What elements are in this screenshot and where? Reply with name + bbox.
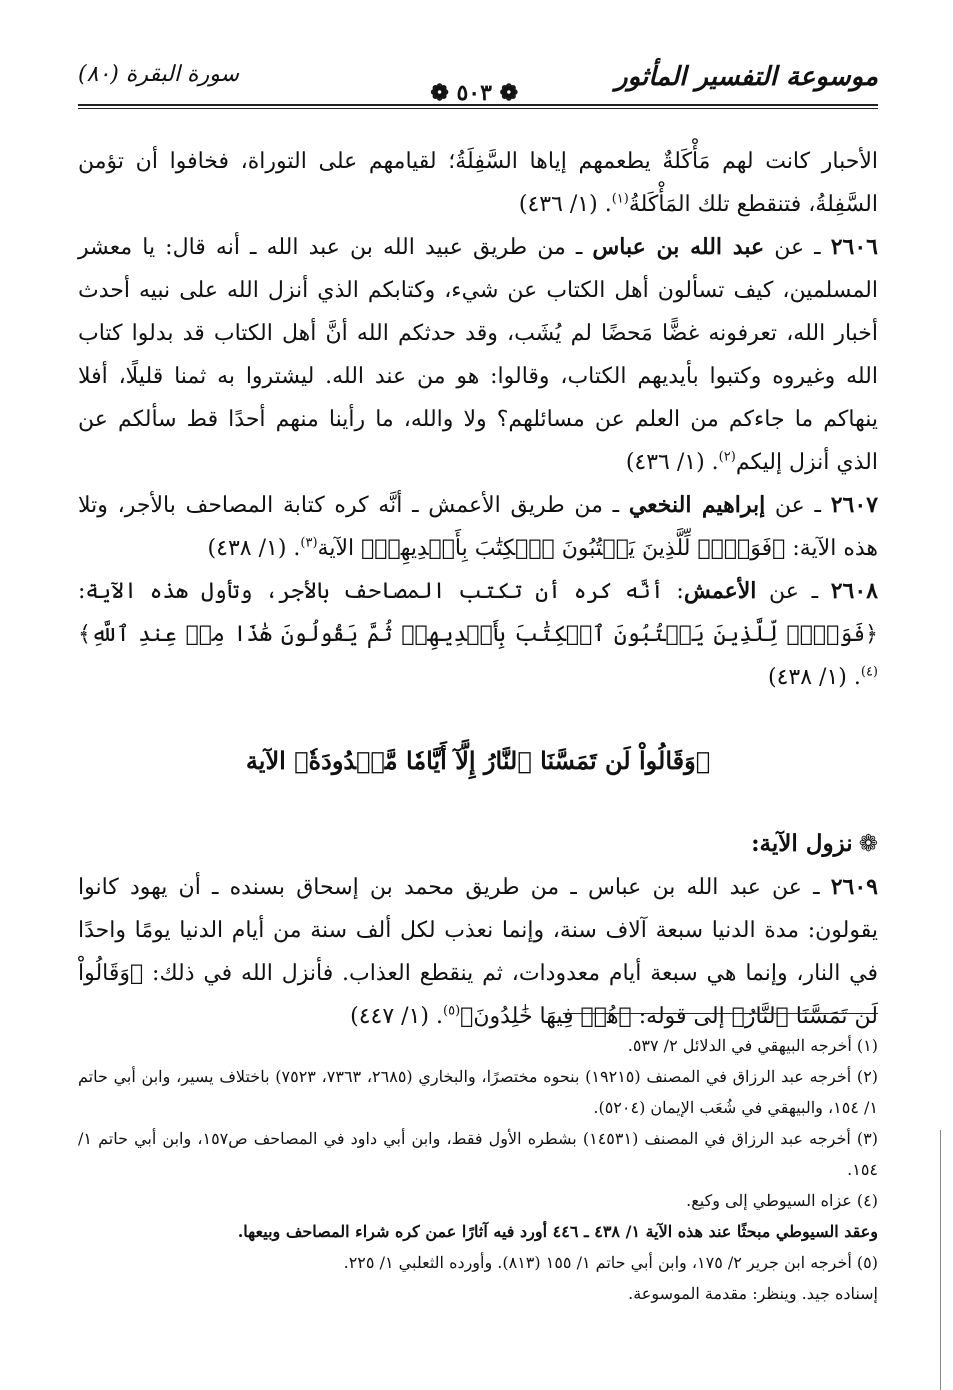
narrator-name: إبراهيم النخعي	[628, 492, 766, 518]
header-rule-thin	[78, 108, 878, 109]
footnote-marker: (٣)	[300, 535, 318, 551]
header-rule	[78, 104, 878, 106]
footnote-separator	[563, 1013, 878, 1014]
narration-dash: ـ عن	[764, 235, 831, 260]
footnote-marker: (٢)	[718, 449, 736, 465]
narration-text: ـ من طريق عبيد الله بن عبد الله ـ أنه قال: يا معشر المسلمين، كيف تسألون أهل الكتاب عن شيء، وكتابكم الذي أنزل الله على نبيه أحدث أخبار الله، تعرفونه غضًّا مَحضًا لم يُشَب، وقد حدثكم الله أنَّ أهل الكتاب قد بدلوا كتاب الله وغيروه وكتبوا بأيديهم الكتاب، وقالوا: هو من عند الله. ليشتروا به ثمنا قليلًا، أفلا ينهاكم ما جاءكم من العلم عن مسائلهم؟ ولا والله، ما رأينا منهم أحدًا قط سألكم عن الذي أنزل إليكم	[78, 235, 878, 475]
narration-2607	[78, 484, 878, 570]
narration-2606	[78, 226, 878, 484]
running-header	[78, 62, 878, 106]
source-reference: . (١/ ٤٣٨)	[207, 536, 301, 561]
footnote-marker: (١)	[611, 191, 629, 207]
narration-text: : أنَّه كره أن تكتب المصاحف بالأجر، وتأول هذه الآية: ﴿فَوَيۡلٞ لِّلَّذِينَ يَكۡتُبُونَ ٱلۡكِتَٰبَ بِأَيۡدِيهِمۡ ثُمَّ يَقُولُونَ هَٰذَا مِنۡ عِندِ ٱللَّهِ﴾	[78, 579, 878, 647]
narration-2608	[78, 570, 878, 699]
source-reference: . (١/ ٤٣٨)	[768, 665, 861, 690]
footnote-marker: (٤)	[860, 664, 878, 680]
page-number: ❁ ٥٠٣ ❁	[430, 80, 518, 106]
flower-icon: ❁	[858, 831, 878, 857]
narration-number: ٢٦٠٨	[830, 578, 878, 604]
narration-dash: ـ عن	[756, 579, 831, 604]
main-text	[78, 140, 878, 1038]
footnote-1: (١) أخرجه البيهقي في الدلائل ٢/ ٥٣٧.	[627, 1036, 878, 1055]
narration-number: ٢٦٠٧	[830, 492, 878, 518]
footnote-4: (٤) عزاه السيوطي إلى وكيع.	[686, 1191, 878, 1210]
footnote-3: (٣) أخرجه عبد الرزاق في المصنف (١٤٥٣١) بشطره الأول فقط، وابن أبي داود في المصاحف ص١٥٧، وابن أبي حاتم ١/ ١٥٤.	[78, 1129, 879, 1179]
footnotes	[78, 1030, 878, 1309]
source-reference: . (١/ ٤٣٦)	[518, 192, 612, 217]
footnote-4-note: وعقد السيوطي مبحثًا عند هذه الآية ١/ ٤٣٨ ـ ٤٤٦ أورد فيه آثارًا عمن كره شراء المصاحف وبيعها.	[237, 1222, 878, 1241]
narration-dash: ـ عن	[765, 493, 831, 518]
footnote-5-note: إسناده جيد. وينظر: مقدمة الموسوعة.	[628, 1284, 878, 1303]
paragraph-text: الأحبار كانت لهم مَأْكَلةٌ يطعمهم إياها السَّفِلَةُ؛ لقيامهم على التوراة، فخافوا أن تؤمن السَّفِلةُ، فتنقطع تلك المَأْكَلةُ	[78, 149, 878, 217]
footnote-2: (٢) أخرجه عبد الرزاق في المصنف (١٩٢١٥) بنحوه مختصرًا، والبخاري (٢٦٨٥، ٧٣٦٣، ٧٥٢٣) باختلاف يسير، وابن أبي حاتم ١/ ١٥٤، والبيهقي في شُعَب الإيمان (٥٢٠٤).	[78, 1067, 879, 1117]
source-reference: . (١/ ٤٣٦)	[625, 450, 719, 475]
book-title: موسوعة التفسير المأثور	[615, 62, 878, 92]
narration-text: ـ عن عبد الله بن عباس ـ من طريق محمد بن إسحاق بسنده ـ أن يهود كانوا يقولون: مدة الدنيا سبعة آلاف سنة، وإنما نعذب لكل ألف سنة من أيام الدنيا يومًا واحدًا في النار، وإنما هي سبعة أيام معدودات، ثم ينقطع العذاب. فأنزل الله في ذلك: ﴿وَقَالُواْ لَن تَمَسَّنَا ٱلنَّارُ﴾ إلى قوله: ﴿هُمۡ فِيهَا خَٰلِدُونَ﴾	[78, 875, 878, 1029]
narration-number: ٢٦٠٦	[830, 234, 878, 260]
narrator-name: الأعمش	[683, 578, 757, 604]
section-heading-text: نزول الآية:	[751, 830, 853, 857]
section-heading	[78, 822, 878, 866]
narration-number: ٢٦٠٩	[830, 874, 878, 900]
scan-margin-line	[940, 1130, 941, 1390]
footnote-5: (٥) أخرجه ابن جرير ٢/ ١٧٥، وابن أبي حاتم ١/ ١٥٥ (٨١٣). وأورده الثعلبي ١/ ٢٢٥.	[343, 1253, 878, 1272]
source-reference: . (١/ ٤٤٧)	[350, 1004, 443, 1029]
paragraph-continuation	[78, 140, 878, 226]
narration-text: ـ من طريق الأعمش ـ أنَّه كره كتابة المصاحف بالأجر، وتلا هذه الآية: ﴿فَوَيۡلٞ لِّلَّذِينَ يَكۡتُبُونَ ٱلۡكِتَٰبَ بِأَيۡدِيهِمۡ﴾ الآية	[78, 493, 878, 561]
surah-title: سورة البقرة (٨٠)	[78, 62, 240, 87]
verse-heading: ﴿وَقَالُواْ لَن تَمَسَّنَا ٱلنَّارُ إِلَّآ أَيَّامٗا مَّعۡدُودَةٗ﴾ الآية	[245, 746, 711, 775]
footnote-marker: (٥)	[443, 1003, 461, 1019]
narrator-name: عبد الله بن عباس	[592, 234, 765, 260]
